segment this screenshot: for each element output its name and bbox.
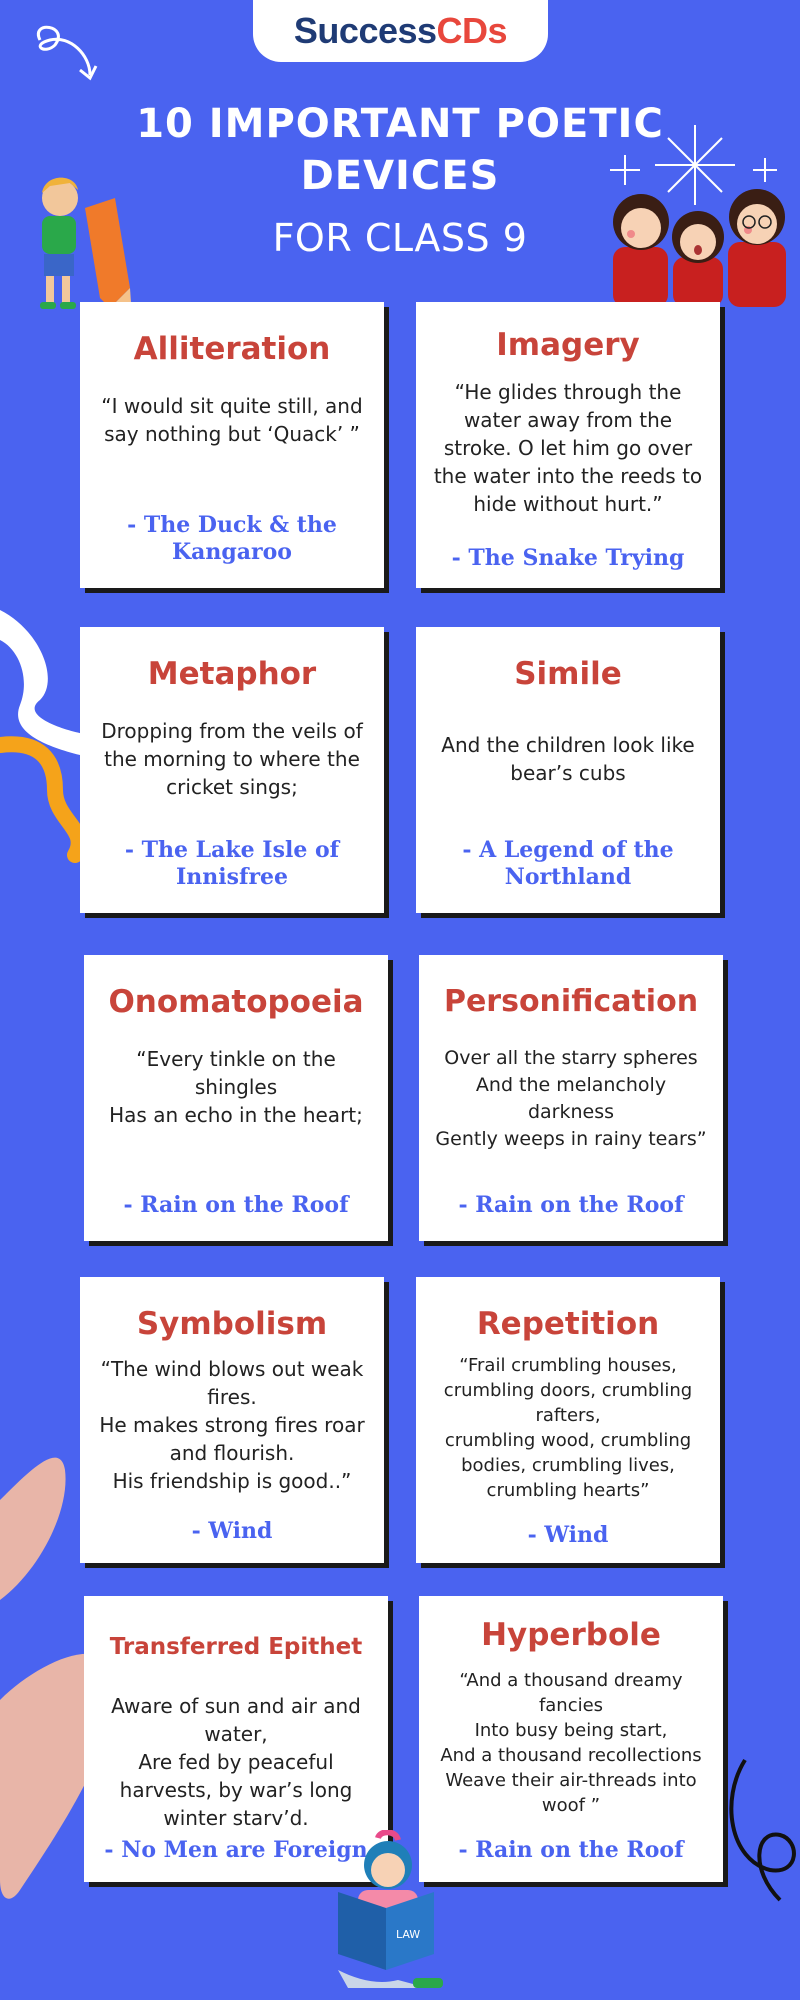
device-name: Metaphor bbox=[147, 656, 317, 692]
device-card-symbolism bbox=[80, 1277, 384, 1563]
three-kids-illustration bbox=[603, 182, 793, 312]
device-name: Symbolism bbox=[136, 1306, 328, 1342]
device-card-repetition bbox=[416, 1277, 720, 1563]
device-card-onomatopoeia bbox=[84, 955, 388, 1241]
device-name: Transferred Epithet bbox=[109, 1634, 363, 1660]
device-card-imagery bbox=[416, 302, 720, 588]
device-quote: “And a thousand dreamy fancies Into busy being start, And a thousand recollections Weave their air-threads into woof ” bbox=[440, 1670, 702, 1816]
device-card-personification bbox=[419, 955, 723, 1241]
device-source: - Rain on the Roof bbox=[458, 1192, 684, 1218]
device-source: - Wind bbox=[191, 1518, 273, 1544]
orange-squiggle-shape bbox=[0, 744, 79, 855]
brand-logo-part1: Success bbox=[293, 10, 437, 51]
device-source: - No Men are Foreign bbox=[104, 1837, 368, 1863]
brand-logo[interactable] bbox=[253, 0, 548, 62]
device-source: - Rain on the Roof bbox=[458, 1837, 684, 1863]
page-title-line1: 10 IMPORTANT POETIC bbox=[136, 101, 664, 147]
pink-leaf-shape bbox=[0, 1458, 66, 1600]
device-source: - The Snake Trying bbox=[451, 545, 685, 571]
device-card-simile bbox=[416, 627, 720, 913]
black-curl-shape bbox=[731, 1760, 794, 1900]
device-quote: Aware of sun and air and water, Are fed by peaceful harvests, by war’s long winter starv’d. bbox=[111, 1694, 361, 1830]
white-wave-shape bbox=[0, 610, 90, 755]
device-source: - Rain on the Roof bbox=[123, 1192, 349, 1218]
device-quote: “The wind blows out weak fires. He makes strong fires roar and flourish. His friendship is good..” bbox=[99, 1357, 365, 1493]
device-card-alliteration bbox=[80, 302, 384, 588]
device-quote: “He glides through the water away from the stroke. O let him go over the water into the reeds to hide without hurt.” bbox=[433, 380, 703, 516]
page-subtitle: FOR CLASS 9 bbox=[272, 216, 528, 260]
device-name: Repetition bbox=[476, 1306, 660, 1342]
brand-logo-part2: CDs bbox=[436, 10, 508, 51]
device-quote: “I would sit quite still, and say nothing but ‘Quack’ ” bbox=[101, 394, 363, 446]
device-name: Alliteration bbox=[133, 331, 331, 367]
device-card-metaphor bbox=[80, 627, 384, 913]
device-name: Hyperbole bbox=[481, 1617, 661, 1653]
device-name: Personification bbox=[443, 984, 699, 1019]
device-card-hyperbole bbox=[419, 1596, 723, 1882]
squiggle-arrow-icon bbox=[38, 27, 90, 75]
device-source: - A Legend of the Northland bbox=[462, 837, 674, 890]
device-source: - Wind bbox=[527, 1522, 609, 1548]
book-label: LAW bbox=[396, 1928, 421, 1941]
device-quote: Over all the starry spheres And the melancholy darkness Gently weeps in rainy tears” bbox=[435, 1047, 707, 1150]
device-quote: “Frail crumbling houses, crumbling doors, crumbling rafters, crumbling wood, crumbling bodies, crumbling lives, crumbling hearts” bbox=[443, 1355, 693, 1501]
device-quote: Dropping from the veils of the morning to where the cricket sings; bbox=[101, 719, 363, 799]
device-source: - The Lake Isle of Innisfree bbox=[124, 837, 340, 890]
device-source: - The Duck & the Kangaroo bbox=[127, 512, 337, 565]
device-name: Simile bbox=[514, 656, 622, 692]
device-quote: “Every tinkle on the shingles Has an echo in the heart; bbox=[109, 1047, 363, 1127]
device-name: Onomatopoeia bbox=[108, 984, 364, 1020]
device-name: Imagery bbox=[496, 327, 640, 363]
device-quote: And the children look like bear’s cubs bbox=[441, 733, 695, 785]
boy-with-pencil-illustration bbox=[20, 168, 180, 318]
girl-reading-book-illustration bbox=[318, 1830, 458, 1990]
page-title-line2: DEVICES bbox=[300, 153, 500, 199]
